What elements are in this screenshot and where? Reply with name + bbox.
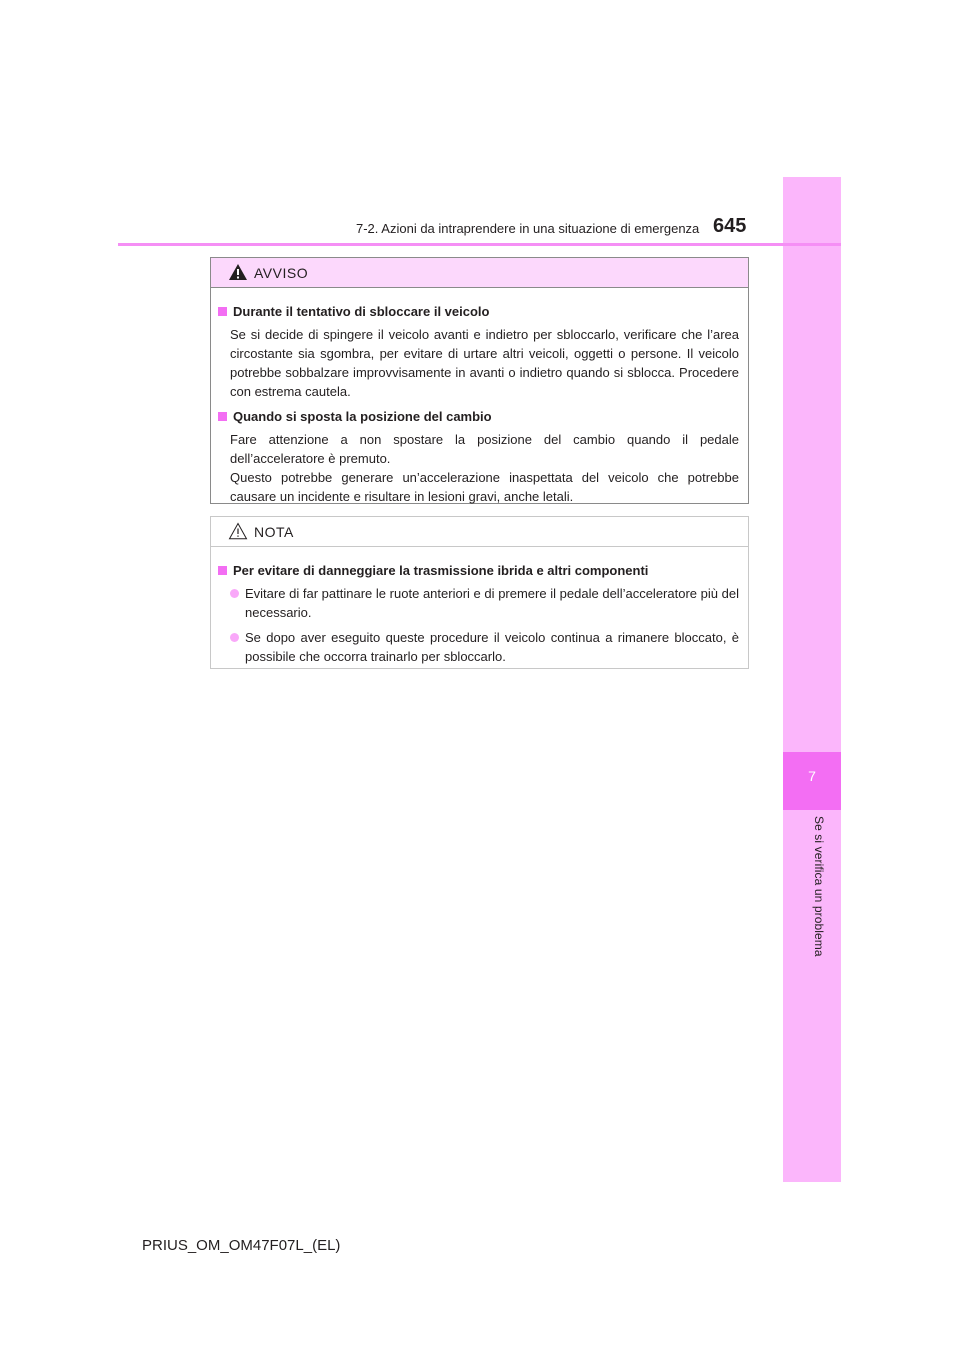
warning-item-heading: Durante il tentativo di sbloccare il veicolo [218,302,739,321]
warning-header [211,258,748,288]
warning-paragraph: Fare attenzione a non spostare la posizione del cambio quando il pedale dell’acceleratore è premuto. [230,432,739,466]
chapter-side-tab [783,177,841,1182]
notice-label: NOTA [254,524,294,540]
square-bullet-icon [218,412,227,421]
chapter-number: 7 [808,768,816,784]
page-number: 645 [713,215,747,237]
warning-label: AVVISO [254,265,309,281]
warning-triangle-icon [228,263,248,281]
warning-paragraph: Questo potrebbe generare un’accelerazione inaspettata del veicolo che potrebbe causare un incidente e risultare in lesioni gravi, anche letali. [230,470,739,504]
notice-box [210,516,749,669]
square-bullet-icon [218,307,227,316]
round-bullet-icon [230,589,239,598]
list-item: Se dopo aver eseguito queste procedure il veicolo continua a rimanere bloccato, è possibile che occorra trainarlo per sbloccarlo. [230,628,739,666]
notice-heading: Per evitare di danneggiare la trasmissione ibrida e altri componenti [218,561,739,580]
header-rule [118,243,841,246]
section-title: 7-2. Azioni da intraprendere in una situazione di emergenza [356,221,700,236]
document-code: PRIUS_OM_OM47F07L_(EL) [142,1237,341,1254]
notice-header [211,517,748,547]
round-bullet-icon [230,633,239,642]
warning-box [210,257,749,504]
caution-triangle-outline-icon [228,522,248,540]
square-bullet-icon [218,566,227,575]
chapter-title: Se si verifica un problema [812,816,826,957]
warning-paragraph: Se si decide di spingere il veicolo avanti e indietro per sbloccarlo, verificare che l’area circostante sia sgombra, per evitare di urtare altri veicoli, oggetti o persone. Il veicolo potrebbe sobbalzare improvvisamente in avanti o indietro quando si sblocca. Procedere con estrema cautela. [230,327,739,399]
list-item: Evitare di far pattinare le ruote anteriori e di premere il pedale dell’acceleratore più del necessario. [230,584,739,622]
warning-item-heading: Quando si sposta la posizione del cambio [218,407,739,426]
